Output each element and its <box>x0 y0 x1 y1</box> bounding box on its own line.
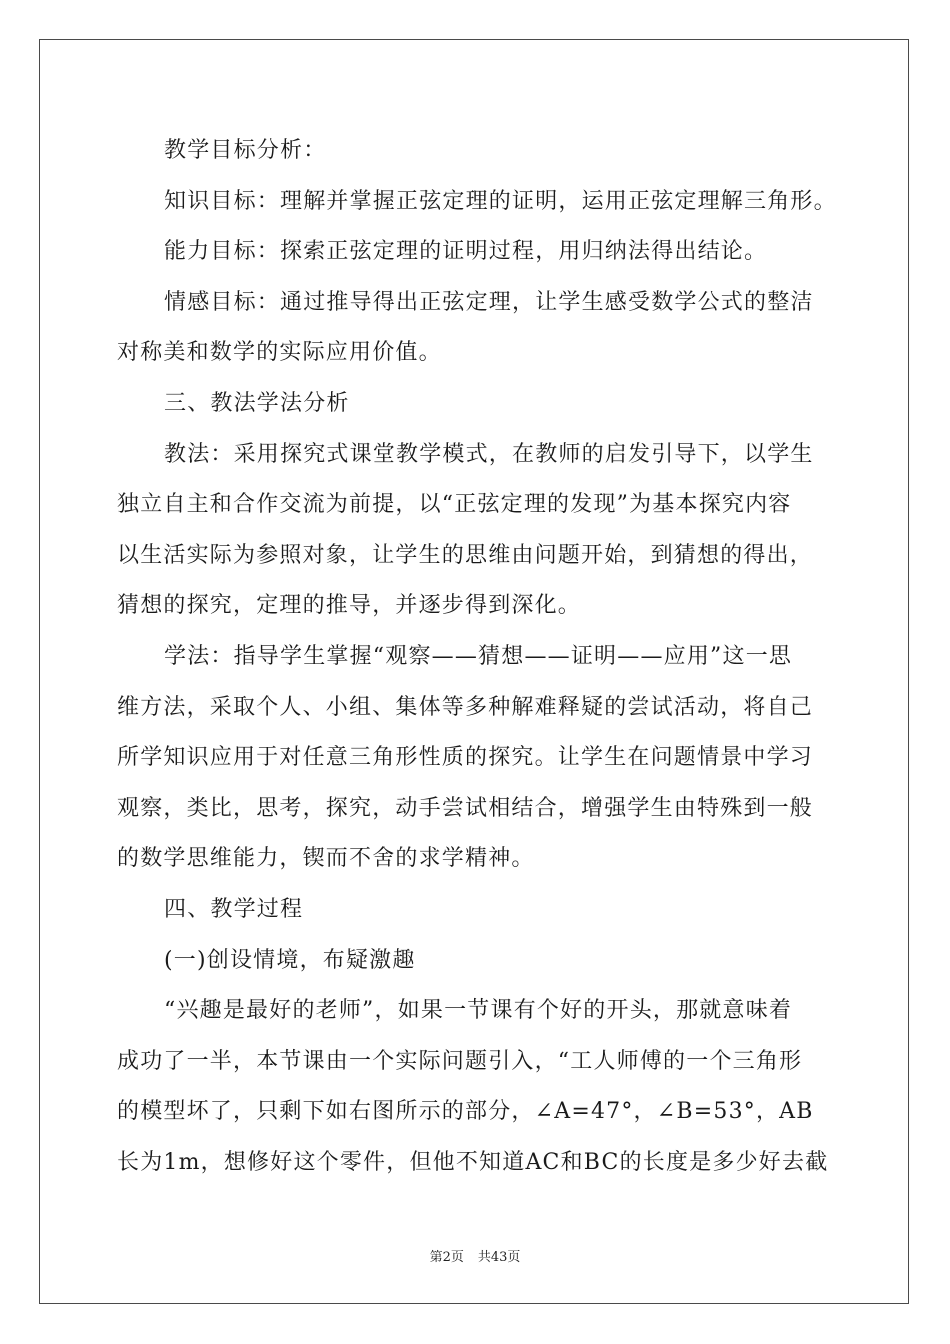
text-line: 猜想的探究，定理的推导，并逐步得到深化。 <box>117 593 582 619</box>
section-heading: 三、教法学法分析 <box>164 390 350 416</box>
text-line: 情感目标：通过推导得出正弦定理，让学生感受数学公式的整洁 <box>164 289 814 315</box>
text-line: 以生活实际为参照对象，让学生的思维由问题开始，到猜想的得出， <box>117 542 814 568</box>
text-line: 长为1m，想修好这个零件，但他不知道AC和BC的长度是多少好去截 <box>117 1149 829 1175</box>
text-line: 教法：采用探究式课堂教学模式，在教师的启发引导下，以学生 <box>164 441 814 467</box>
text-line: 的模型坏了，只剩下如右图所示的部分，∠A=47°，∠B=53°，AB <box>117 1099 814 1125</box>
text-line: 学法：指导学生掌握“观察——猜想——证明——应用”这一思 <box>164 643 793 669</box>
page-footer <box>0 1246 950 1265</box>
text-line: 独立自主和合作交流为前提，以“正弦定理的发现”为基本探究内容 <box>117 492 792 518</box>
document-body <box>117 126 837 1188</box>
text-line: 的数学思维能力，锲而不舍的求学精神。 <box>117 846 535 872</box>
text-line: 能力目标：探索正弦定理的证明过程，用归纳法得出结论。 <box>164 239 768 265</box>
text-line: 观察，类比，思考，探究，动手尝试相结合，增强学生由特殊到一般 <box>117 795 814 821</box>
text-line: 成功了一半，本节课由一个实际问题引入，“工人师傅的一个三角形 <box>117 1048 803 1074</box>
text-line: 维方法，采取个人、小组、集体等多种解难释疑的尝试活动，将自己 <box>117 694 814 720</box>
section-heading: 四、教学过程 <box>164 896 304 922</box>
page-number: 第2页 <box>429 1250 464 1265</box>
text-line: 教学目标分析： <box>164 138 327 163</box>
text-line: 对称美和数学的实际应用价值。 <box>117 340 442 366</box>
page-total: 共43页 <box>477 1250 521 1265</box>
text-line: 知识目标：理解并掌握正弦定理的证明，运用正弦定理解三角形。 <box>164 188 837 214</box>
text-line: “兴趣是最好的老师”，如果一节课有个好的开头，那就意味着 <box>164 998 793 1024</box>
subsection-heading: (一)创设情境，布疑激趣 <box>164 947 416 973</box>
text-line: 所学知识应用于对任意三角形性质的探究。让学生在问题情景中学习 <box>117 745 814 771</box>
